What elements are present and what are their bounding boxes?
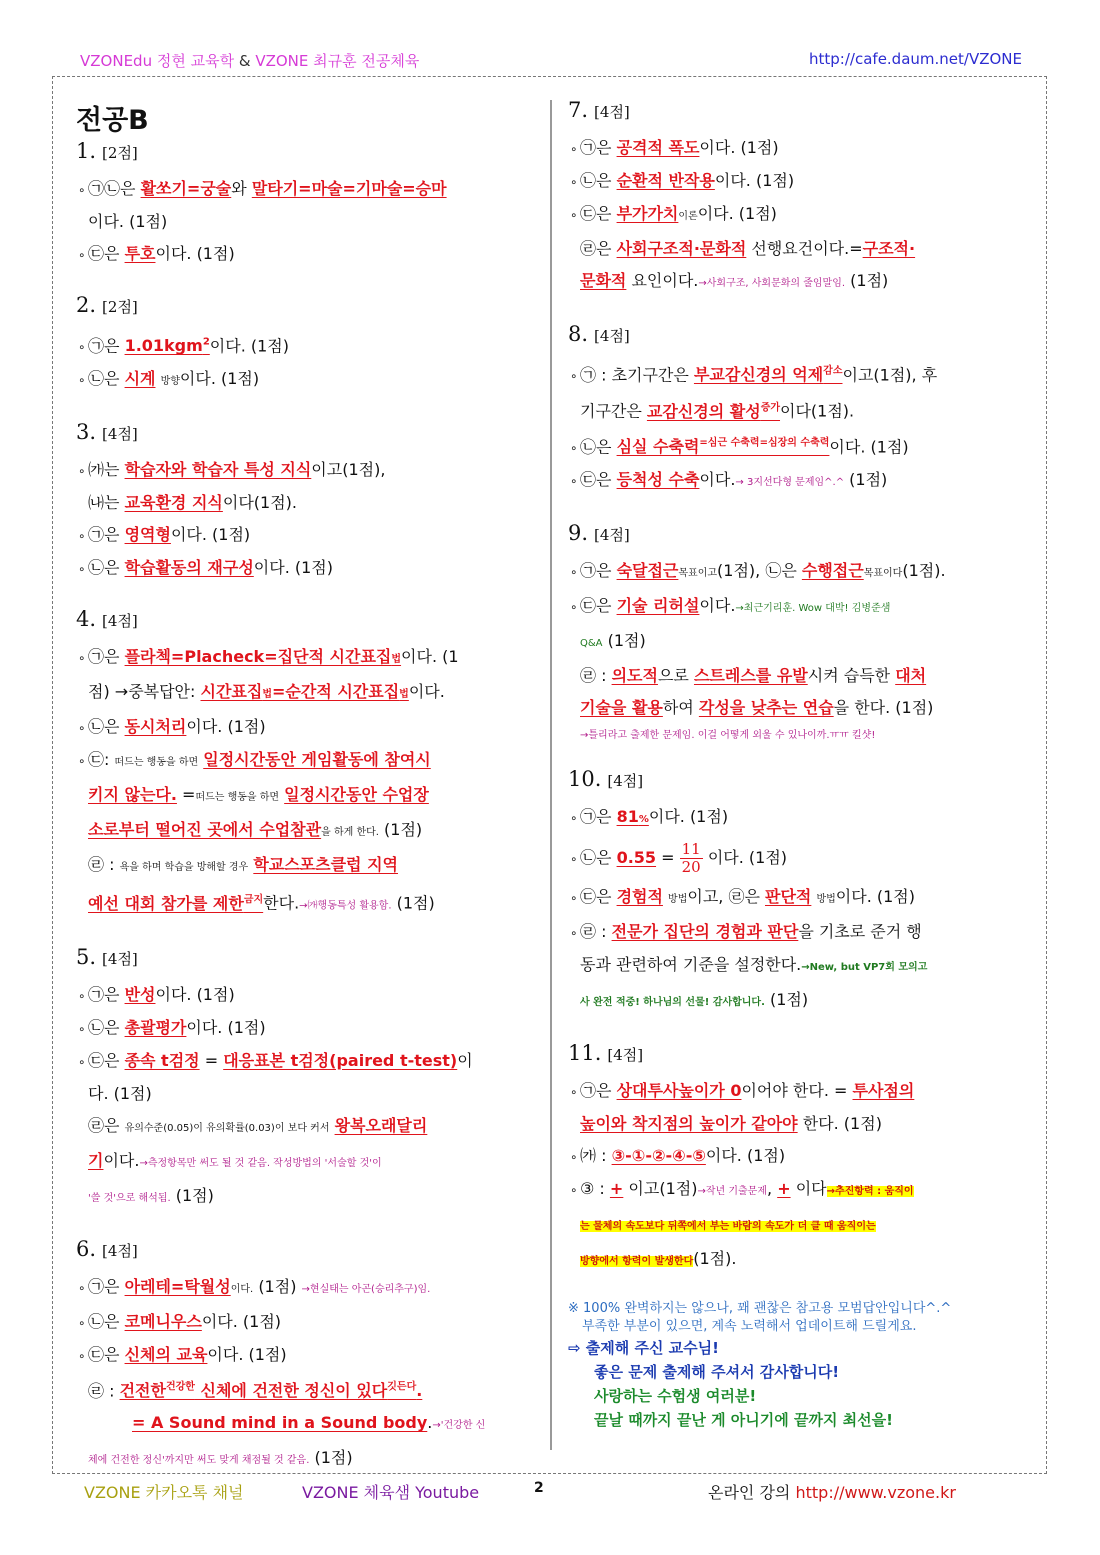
answer-line: 문화적 요인이다.→사회구조, 사회문화의 줄임말임. (1점) <box>580 271 889 290</box>
answer-line: 키지 않는다. =떠드는 행동을 하면 일정시간동안 수업장 <box>88 785 429 805</box>
question-8 <box>568 322 1028 499</box>
answer-line: ∘ ㉢은 경험적 방법이고, ㉣은 판단적 방법이다. (1점) <box>570 886 916 906</box>
answer-line: '쓸 것'으로 해석됨. (1점) <box>88 1185 214 1205</box>
answer-line: →틀리라고 출제한 문제임. 이걸 어떻게 외울 수 있나이까.ㅠㅠ 킬샷! <box>580 729 876 741</box>
question-11 <box>568 1041 1028 1278</box>
answer-line: 높이와 착지점의 높이가 같아야 한다. (1점) <box>580 1113 882 1133</box>
answer-line: ∘ ㉢: 떠드는 행동을 하면 일정시간동안 게임활동에 참여시 <box>78 750 431 770</box>
question-6 <box>76 1237 536 1477</box>
answer-line: ∘ ㉢은 기술 리허설이다.→최근기리훈. Wow 대박! 김병준샘 <box>570 595 891 615</box>
answer-line: ㉣ : 의도적으로 스트레스를 유발시켜 습득한 대처 <box>580 665 927 685</box>
answer-line: 기이다.→측정항목만 써도 될 것 같음. 작성방법의 '서술할 것'이 <box>88 1150 382 1170</box>
answer-line: ∘ ㉢은 부가가치이론이다. (1점) <box>570 204 777 223</box>
answer-line: 체에 건전한 정신'까지만 써도 맞게 채점될 것 같음. (1점) <box>88 1447 353 1467</box>
question-header: 3. [4점] <box>76 420 138 445</box>
answer-line: ∘ ㉡은 시계 방향이다. (1점) <box>78 369 260 389</box>
answer-line: ∘ ㉢은 종속 t검정 = 대응표본 t검정(paired t-test)이 <box>78 1050 473 1070</box>
question-header: 5. [4점] <box>76 944 138 969</box>
answer-line: ∘ ㉢은 투호이다. (1점) <box>78 244 235 263</box>
answer-line: 이다. (1점) <box>88 212 168 231</box>
header-brand-1: VZONEdu 정현 교육학 <box>80 52 235 70</box>
question-header <box>76 139 536 163</box>
answer-line: ∘ ㉠은 1.01kgm$^2$이다. (1점) <box>78 336 289 356</box>
answer-line: 동과 관련하여 기준을 설정한다.→New, but VP7회 모의고 <box>580 954 928 974</box>
answer-line: ㉣ : 건전한$^{건강한}$ 신체에 건전한 정신이 있다$^{깃든다}$. <box>88 1380 423 1400</box>
answer-line: ∘ ㉠은 숙달접근목표이고(1점), ㉡은 수행접근목표이다(1점). <box>570 560 946 580</box>
answer-line: ∘ ㉠은 영역형이다. (1점) <box>78 525 251 545</box>
answer-line: ∘ ㉡은 코메니우스이다. (1점) <box>78 1311 282 1331</box>
answer-line: 다. (1점) <box>88 1083 152 1103</box>
footer-youtube[interactable]: VZONE 체육샘 Youtube <box>302 1483 480 1502</box>
answer-line: ∘ ㉠은 상대투사높이가 0이어야 한다. = 투사점의 <box>570 1080 915 1100</box>
header-brand-2: VZONE 최규훈 전공체육 <box>255 52 420 70</box>
answer-line: 는 물체의 속도보다 뒤쪽에서 부는 바람의 속도가 더 클 때 움직이는 <box>580 1220 876 1232</box>
answer-line: ∘ ㉢은 등척성 수축이다.→ 3지선다형 문제임^.^ (1점) <box>570 469 888 489</box>
closing-note: ※ 100% 완벽하지는 않으나, 꽤 괜찮은 참고용 모범답안입니다^.^ <box>568 1300 952 1316</box>
question-2 <box>76 293 536 398</box>
page-title: 전공B <box>76 105 149 136</box>
question-number: 1. <box>76 139 97 163</box>
question-10 <box>568 767 1028 1019</box>
answer-line: Q&A (1점) <box>580 630 646 650</box>
answer-line: = A Sound mind in a Sound body.→'건강한 신 <box>132 1412 486 1432</box>
closing-line: 좋은 문제 출제해 주셔서 감사합니다! <box>594 1362 840 1381</box>
closing-line: 끝날 때까지 끝난 게 아니기에 끝까지 최선을! <box>594 1410 893 1429</box>
question-header: 4. [4점] <box>76 607 138 632</box>
answer-line: ∘ ㉡은 동시처리이다. (1점) <box>78 717 266 737</box>
question-3 <box>76 420 536 585</box>
answer-line: ∘ ㉠은 아레테=탁월성이다. (1점) →현실태는 아곤(승리추구)임. <box>78 1276 431 1296</box>
answer-line: 점) →중복답안: 시간표집법=순간적 시간표집법이다. <box>88 682 445 702</box>
answer-line: ∘ ㉠은 플라첵=Placheck=집단적 시간표집법이다. (1 <box>78 647 459 667</box>
answer-line: ∘ ㉡은 학습활동의 재구성이다. (1점) <box>78 558 333 578</box>
closing-line: 사랑하는 수험생 여러분! <box>594 1386 757 1405</box>
header-amp: & <box>238 52 251 70</box>
right-column <box>568 98 1028 1432</box>
answer-line: ∘ ㈎는 학습자와 학습자 특성 지식이고(1점), <box>78 460 386 480</box>
answer-line: 소로부터 떨어진 곳에서 수업참관을 하게 한다. (1점) <box>88 820 423 840</box>
question-points: [2점] <box>102 144 138 162</box>
answer-line: ∘ ㉠㉡은 활쏘기=궁술와 말타기=마술=기마술=승마 <box>78 179 447 198</box>
question-header: 10. [4점] <box>568 766 644 791</box>
answer-line: ∘ ㉡은 총괄평가이다. (1점) <box>78 1017 266 1037</box>
answer-line: 기구간은 교감신경의 활성$^{증가}$이다(1점). <box>580 401 855 421</box>
question-7 <box>568 98 1028 300</box>
answer-line: ㈏는 교육환경 지식이다(1점). <box>88 493 297 513</box>
answer-line: ∘ ㉠은 반성이다. (1점) <box>78 984 235 1004</box>
header-left <box>80 50 419 71</box>
answer-line: ∘ ㉠은 공격적 폭도이다. (1점) <box>570 138 779 157</box>
question-header: 2. [2점] <box>76 293 138 317</box>
answer-line: ∘ ③ : + 이고(1점)→작년 기출문제, + 이다→추진항력 : 움직이 <box>570 1178 914 1198</box>
footer-url-link[interactable]: http://www.vzone.kr <box>795 1483 956 1502</box>
closing-message <box>568 1300 1028 1432</box>
answer-line: 기술을 활용하여 각성을 낮추는 연습을 한다. (1점) <box>580 697 934 717</box>
left-column <box>76 98 536 1499</box>
answer-line: 사 완전 적중! 하나님의 선물! 감사합니다. (1점) <box>580 989 809 1009</box>
answer-line: ㉣은 사회구조적·문화적 선행요건이다.=구조적· <box>580 239 916 258</box>
question-9 <box>568 521 1028 745</box>
question-4 <box>76 607 536 922</box>
answer-line: 방향에서 항력이 발생한다(1점). <box>580 1248 737 1268</box>
answer-line: ∘ ㉡은 심실 수축력$^{=심근 수축력=심장의 수축력}$이다. (1점) <box>570 436 909 456</box>
answer-line: ∘ ㉡은 0.55 = $\frac{11}{20}$ 이다. (1점) <box>570 839 788 876</box>
answer-line: ㉣ : 욕을 하며 학습을 방해할 경우 학교스포츠클럽 지역 <box>88 855 398 875</box>
footer-online-lecture: 온라인 강의 http://www.vzone.kr <box>708 1483 956 1502</box>
answer-line: 예선 대회 참가를 제한$^{금지}$한다.→㈎행동특성 활용함. (1점) <box>88 893 435 913</box>
closing-note: 부족한 부분이 있으면, 계속 노력해서 업데이트해 드릴게요. <box>582 1318 917 1334</box>
answer-line: ∘ ㉠은 81%이다. (1점) <box>570 806 729 826</box>
header-url-link[interactable]: http://cafe.daum.net/VZONE <box>809 50 1022 68</box>
answer-line: ∘ ㉢은 신체의 교육이다. (1점) <box>78 1344 287 1364</box>
question-header: 7. [4점] <box>568 98 630 122</box>
question-header: 9. [4점] <box>568 520 630 545</box>
footer-kakao-channel[interactable]: VZONE 카카오톡 채널 <box>84 1483 244 1502</box>
question-5 <box>76 945 536 1215</box>
answer-line: ∘ ㉣ : 전문가 집단의 경험과 판단을 기초로 준거 행 <box>570 921 922 941</box>
question-header: 6. [4점] <box>76 1236 138 1261</box>
closing-line: ⇨ 출제해 주신 교수님! <box>568 1338 719 1357</box>
page-number: 2 <box>534 1480 544 1496</box>
answer-line: ㉣은 유의수준(0.05)이 유의확률(0.03)이 보다 커서 왕복오래달리 <box>88 1115 428 1135</box>
answer-line: ∘ ㈎ : ③-①-②-④-⑤이다. (1점) <box>570 1145 786 1165</box>
question-1 <box>76 139 536 271</box>
question-header: 8. [4점] <box>568 322 630 346</box>
answer-line: ∘ ㉠ : 초기구간은 부교감신경의 억제$^{감소}$이고(1점), 후 <box>570 365 938 385</box>
question-header: 11. [4점] <box>568 1040 644 1065</box>
column-divider <box>550 100 552 1450</box>
fraction: $\frac{11}{20}$ <box>681 839 701 876</box>
answer-line: ∘ ㉡은 순환적 반작용이다. (1점) <box>570 171 795 190</box>
